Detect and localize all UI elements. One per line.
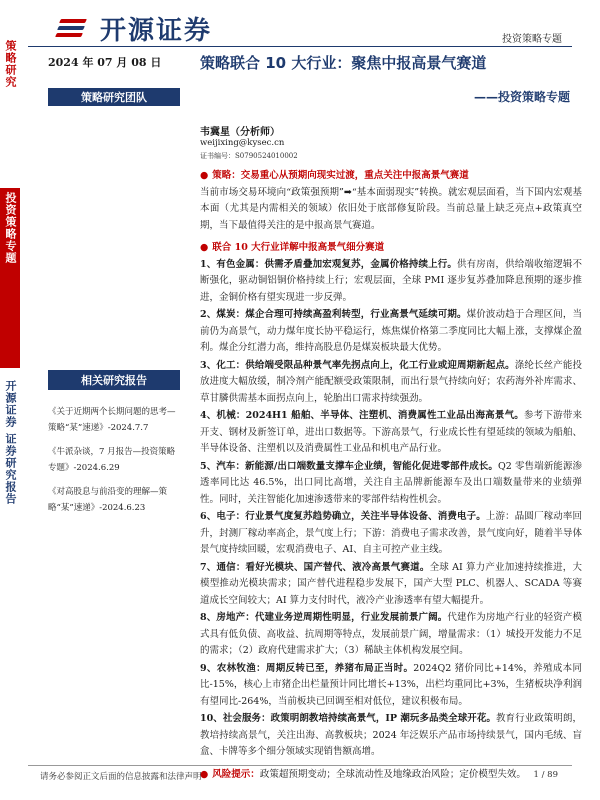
industry-item: [200, 610, 582, 660]
industry-lead: 1、有色金属：供需矛盾叠加宏观复苏，金属价格持续上行。: [200, 258, 457, 270]
strip-segment-category: 投资策略专题: [0, 188, 20, 368]
industry-text: 教育行业政策明朗，教培持续高景气，关注出海、高教板块；2024 年泛娱乐产品市场持续景气，国内毛绒、盲盒、卡牌等多个细分领域实现销售额高增。: [200, 713, 582, 757]
industry-text: 2024Q2 猪价同比+14%，养殖成本同比-15%，核心上市猪企出栏量预计同比增长+13%，出栏均重同比+3%，生猪板块净利润有望同比-264%，当前板块已回调至相对低位，建议积极布局。: [200, 662, 582, 707]
industry-item: [200, 509, 582, 559]
industry-lead: 2、煤炭：煤企合理可持续高盈利转型，行业高景气延续可期。: [200, 309, 467, 320]
logo-text: 开源证券: [100, 16, 213, 46]
industry-lead: 3、化工：供给端受限品种景气率先拐点向上，化工行业或迎周期新起点。: [200, 359, 515, 371]
industry-item: [200, 459, 582, 509]
industry-lead: 4、机械：2024H1 船舶、半导体、注塑机、消费属性工业品出海高景气。: [200, 410, 524, 421]
strip-segment-publisher: 开源证券 证券研究报告: [0, 376, 20, 556]
logo-mark-icon: [56, 17, 92, 41]
report-date: 2024 年 07 月 08 日: [48, 56, 162, 69]
related-report-item[interactable]: 《牛派杂谈，7 月报告—投资策略专题》-2024.6.29: [48, 447, 176, 473]
industry-lead: 10、社会服务：政策明朗教培持续高景气，IP 潮玩多品类全球开花。: [200, 713, 496, 724]
industry-lead: 5、汽车：新能源/出口端数量支撑车企业绩，智能化促进零部件成长。: [200, 460, 498, 472]
section-heading: ● 策略：交易重心从预期向现实过渡，重点关注中报高景气赛道: [200, 168, 582, 185]
team-banner: 策略研究团队: [48, 88, 180, 106]
industry-lead: 8、房地产：代建业务逆周期性明显，行业发展前景广阔。: [200, 612, 448, 623]
analyst-email[interactable]: weijixing@kysec.cn: [200, 138, 285, 148]
report-body: [200, 168, 582, 783]
industry-lead: 7、通信：看好光模块、国产替代、液冷高景气赛道。: [200, 561, 430, 573]
footer-rule: [28, 765, 572, 766]
risk-note: [200, 767, 582, 784]
industry-text: 煤价波动趋于合理区间，当前仍为高景气，动力煤年度长协平稳运行，炼焦煤价格第二季度同比大幅上涨，支撑煤企盈利。煤企分红潜力高，维持高股息仍是煤炭板块最大优势。: [200, 309, 582, 353]
section-paragraph: 当前市场交易环境向“政策强预期”➡“基本面弱现实”转换。就宏观层面看，当下国内宏观基本面（尤其是内需相关的领域）依旧处于底部修复阶段。当前总量上缺乏亮点+政策真空期，当下最值得关注的是中报高景气赛道。: [200, 186, 582, 231]
analyst-certificate: 证书编号：S0790524010002: [200, 152, 298, 160]
risk-label: ● 风险提示：: [200, 769, 260, 780]
industry-text: 代建作为房地产行业的轻资产模式具有低负债、高收益、抗周期等特点，发展前景广阔，增量需求：（1）城投开发能力不足的需求；（2）政府代建需求扩大；（3）稀缺主体机构发展空间。: [200, 612, 582, 656]
brand-logo: [56, 10, 212, 47]
industry-item: [200, 560, 582, 610]
industry-item: [200, 358, 582, 408]
industry-item: [200, 257, 582, 307]
analyst-name: 韦冀星（分析师）: [200, 127, 280, 138]
related-reports-heading: 相关研究报告: [48, 370, 180, 390]
strip-segment-research: 策略研究: [0, 36, 20, 186]
industry-lead: 9、农林牧渔：周期反转已至，养猪布局正当时。: [200, 662, 414, 674]
section-heading: ● 联合 10 大行业详解中报高景气细分赛道: [200, 240, 582, 257]
report-title: 策略联合 10 大行业：聚焦中报高景气赛道: [200, 54, 487, 72]
footer-disclaimer: 请务必参阅正文后面的信息披露和法律声明: [40, 772, 202, 782]
industry-text: 全球 AI 算力产业加速持续推进，大模型推动光模块需求；国产替代进程稳步发展下，国产大型 PLC、机器人、SCADA 等赛道成长空间较大；AI 算力支付时代，液冷产业渗透率有望大幅提升。: [200, 561, 582, 606]
industry-text: 参考下游带来开支、钢材及新签订单，进出口数据等。下游高景气，行业成长性有望延续的领域为船舶、半导体设备、注塑机以及消费属性工业品和机电产品行业。: [200, 410, 582, 454]
industry-item: [200, 711, 582, 761]
report-subtitle: ——投资策略专题: [473, 90, 570, 104]
industry-text: 涤纶长丝产能投放进度大幅放缓，制冷剂产能配额受政策限制，而出行景气持续向好；农药海外补库需求、草甘膦供需基本面拐点向上，轮胎出口需求持续强劲。: [200, 359, 582, 404]
page-number: 1 / 89: [533, 770, 558, 780]
industry-item: [200, 307, 582, 357]
risk-text: 政策超预期变动；全球流动性及地缘政治风险；定价模型失效。: [259, 768, 526, 780]
industry-text: 供有房南，供给端收缩逻辑不断强化，驱动铜铝铜价格持续上行；宏观层面，全球 PMI 逐步复苏叠加降息预期的逐步推进，金铜价格有望实现进一步反弹。: [200, 258, 582, 303]
industry-text: 上游：晶圆厂稼动率回升，封测厂稼动率高企，景气度上行；下游：消费电子需求改善，景气度向好，随着半导体景气度持续回暖，宏观消费电子、AI、自主可控产业主线。: [200, 511, 582, 555]
left-vertical-strip: [0, 36, 20, 800]
related-report-item[interactable]: 《对高股息与前沿变的理解—策略“某”速递》-2024.6.23: [48, 487, 168, 513]
industry-text: Q2 零售端新能源渗透率同比达 46.5%，出口同比高增，关注自主品牌新能源车及出口端数量带来的业绩弹性。同时，关注智能化加速渗透带来的零部件结构性机会。: [200, 460, 582, 505]
industry-lead: 6、电子：行业景气度复苏趋势确立，关注半导体设备、消费电子。: [200, 511, 486, 522]
doc-type-label: 投资策略专题: [502, 34, 562, 45]
related-reports-list: [48, 404, 182, 524]
header-rule: [28, 46, 572, 47]
related-report-item[interactable]: 《关于近期两个长期问题的思考—策略“某”速递》-2024.7.7: [48, 407, 176, 433]
industry-item: [200, 661, 582, 711]
industry-item: [200, 408, 582, 458]
